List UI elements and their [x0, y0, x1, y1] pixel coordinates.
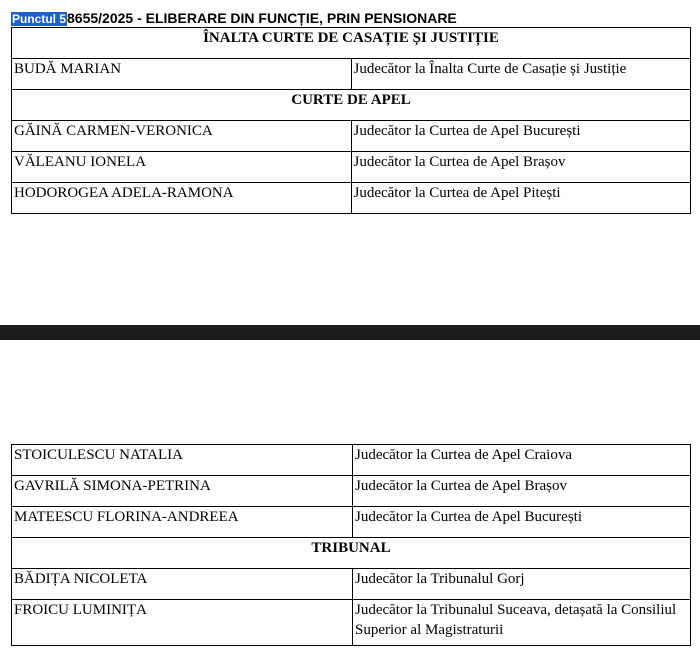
table-row	[12, 121, 691, 152]
table-row	[12, 600, 691, 646]
judge-role: Judecător la Curtea de Apel Craiova	[353, 445, 691, 476]
judge-role: Judecător la Curtea de Apel București	[353, 507, 691, 538]
selected-text[interactable]: Punctul 5	[12, 12, 67, 26]
heading-text: 8655/2025 - ELIBERARE DIN FUNCȚIE, PRIN PENSIONARE	[67, 10, 457, 26]
judge-role: Judecător la Înalta Curte de Casație și Justiție	[351, 59, 691, 90]
table-row	[12, 507, 691, 538]
judge-name: GĂINĂ CARMEN-VERONICA	[12, 121, 352, 152]
judge-name: BĂDIȚA NICOLETA	[12, 569, 353, 600]
table-row	[12, 569, 691, 600]
table-row	[12, 476, 691, 507]
judge-name: GAVRILĂ SIMONA-PETRINA	[12, 476, 353, 507]
page-divider	[0, 325, 700, 340]
table-row	[12, 445, 691, 476]
judge-role: Judecător la Tribunalul Gorj	[353, 569, 691, 600]
judge-role: Judecător la Curtea de Apel Brașov	[351, 152, 691, 183]
judge-name: MATEESCU FLORINA-ANDREEA	[12, 507, 353, 538]
judge-name: VĂLEANU IONELA	[12, 152, 352, 183]
table-row	[12, 152, 691, 183]
section-header-curte-de-apel: CURTE DE APEL	[12, 90, 691, 121]
judges-table-bottom	[11, 444, 691, 646]
judge-role: Judecător la Tribunalul Suceava, detașată la Consiliul Superior al Magistraturii	[353, 600, 691, 646]
table-row	[12, 59, 691, 90]
table-row	[12, 183, 691, 214]
section-header-iccj: ÎNALTA CURTE DE CASAȚIE ȘI JUSTIȚIE	[12, 28, 691, 59]
judge-name: HODOROGEA ADELA-RAMONA	[12, 183, 352, 214]
judges-table-top	[11, 27, 691, 214]
judge-name: BUDĂ MARIAN	[12, 59, 352, 90]
judge-name: STOICULESCU NATALIA	[12, 445, 353, 476]
judge-name: FROICU LUMINIȚA	[12, 600, 353, 646]
judge-role: Judecător la Curtea de Apel Pitești	[351, 183, 691, 214]
document-heading	[11, 10, 457, 26]
section-header-tribunal: TRIBUNAL	[12, 538, 691, 569]
judge-role: Judecător la Curtea de Apel Brașov	[353, 476, 691, 507]
judge-role: Judecător la Curtea de Apel București	[351, 121, 691, 152]
